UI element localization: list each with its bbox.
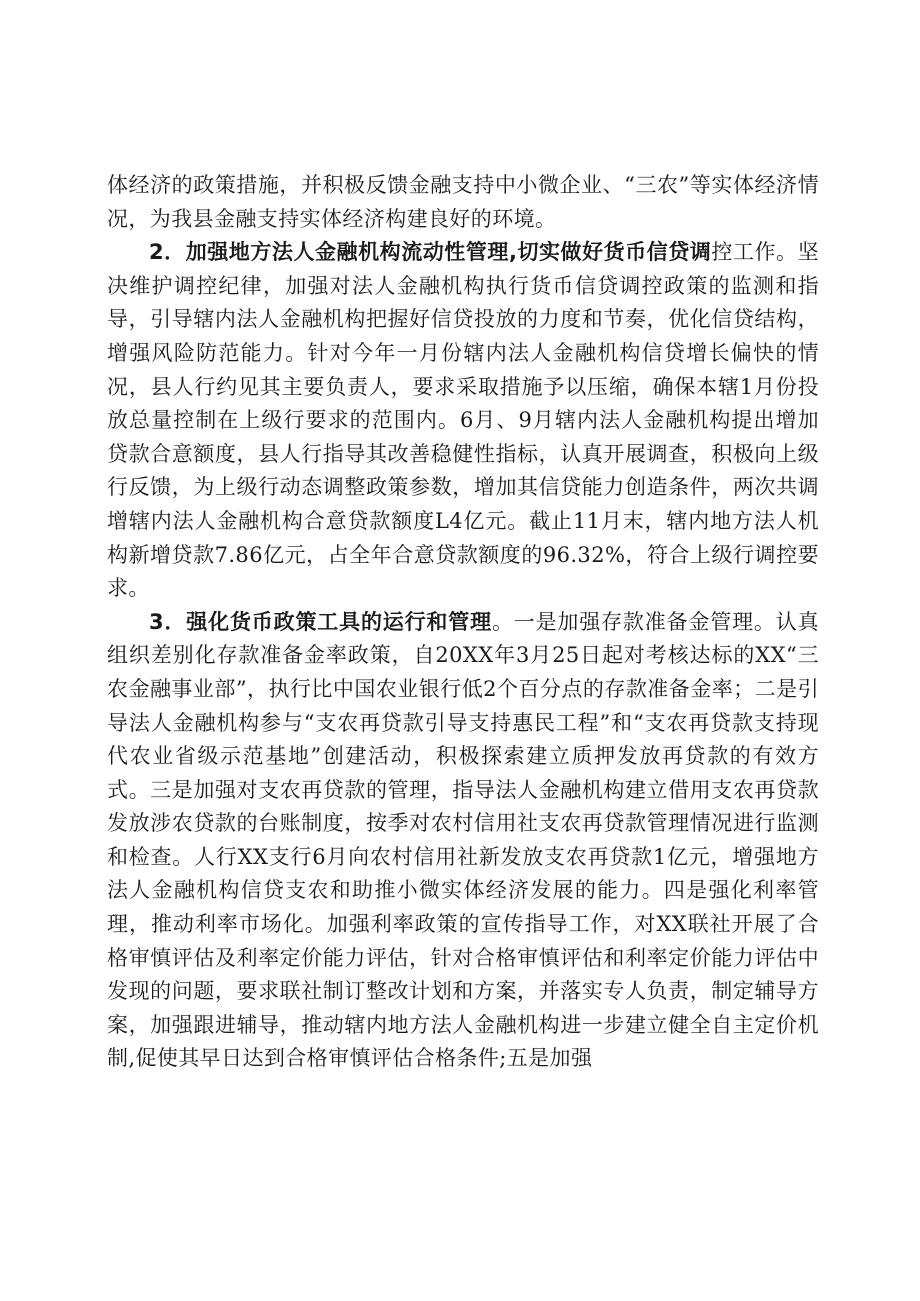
document-body [107, 169, 819, 1076]
paragraph-body-text: 控工作。坚决维护调控纪律，加强对法人金融机构执行货币信贷调控政策的监测和指导，引导辖内法人金融机构把握好信贷投放的力度和节奏，优化信贷结构，增强风险防范能力。针对今年一月份辖内法人金融机构信贷增长偏快的情况，县人行约见其主要负责人，要求采取措施予以压缩，确保本辖1月份投放总量控制在上级行要求的范围内。6月、9月辖内法人金融机构提出增加贷款合意额度，县人行指导其改善稳健性指标，认真开展调查，积极向上级行反馈，为上级行动态调整政策参数，增加其信贷能力创造条件，两次共调增辖内法人金融机构合意贷款额度L4亿元。截止11月末，辖内地方法人机构新增贷款7.86亿元，占全年合意贷款额度的96.32%，符合上级行调控要求。 [107, 240, 820, 601]
paragraph-continuation [107, 169, 819, 236]
paragraph-body-text: 体经济的政策措施，并积极反馈金融支持中小微企业、“三农”等实体经济情况，为我县金融支持实体经济构建良好的环境。 [107, 173, 819, 231]
section-heading: 3．强化货币政策工具的运行和管理 [149, 609, 492, 634]
paragraph-body-text: 。一是加强存款准备金管理。认真组织差别化存款准备金率政策，自20XX年3月25日起对考核达标的XX“三农金融事业部”，执行比中国农业银行低2个百分点的存款准备金率；二是引导法人金融机构参与“支农再贷款引导支持惠民工程”和“支农再贷款支持现代农业省级示范基地”创建活动，积极探索建立质押发放再贷款的有效方式。三是加强对支农再贷款的管理，指导法人金融机构建立借用支农再贷款发放涉农贷款的台账制度，按季对农村信用社支农再贷款管理情况进行监测和检查。人行XX支行6月向农村信用社新发放支农再贷款1亿元，增强地方法人金融机构信贷支农和助推小微实体经济发展的能力。四是强化利率管理，推动利率市场化。加强利率政策的宣传指导工作，对XX联社开展了合格审慎评估及利率定价能力评估，针对合格审慎评估和利率定价能力评估中发现的问题，要求联社制订整改计划和方案，并落实专人负责，制定辅导方案，加强跟进辅导，推动辖内地方法人金融机构进一步建立健全自主定价机制,促使其早日达到合格审慎评估合格条件;五是加强 [107, 609, 819, 1071]
paragraph-section-2 [107, 236, 819, 606]
paragraph-section-3 [107, 606, 819, 1076]
section-heading: 2．加强地方法人金融机构流动性管理,切实做好货币信贷调 [149, 240, 712, 265]
